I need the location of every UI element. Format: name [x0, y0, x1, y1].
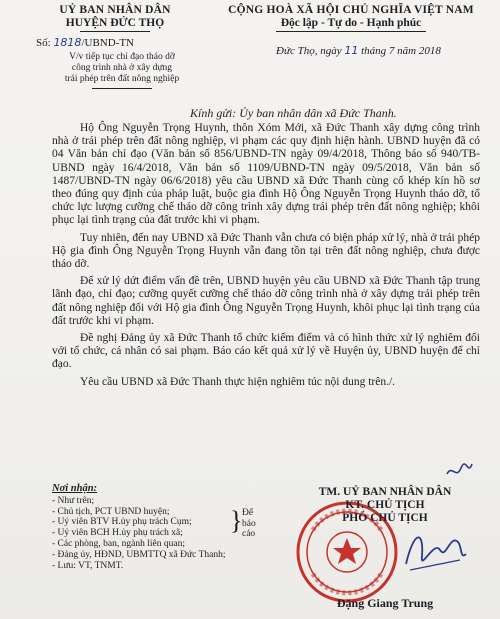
body-paragraph: Tuy nhiên, đến nay UBND xã Đức Thanh vẫn chưa có biện pháp xử lý, nhà ở trái phép Hộ gia đình Ông Nguyễn Trọng Huynh vẫn đang tồn tại trên đất nông nghiệp, chưa được tháo dỡ.	[52, 231, 480, 271]
issuing-agency-header	[20, 4, 210, 32]
handwritten-mark-icon	[444, 460, 474, 482]
date-suffix: tháng 7 năm 2018	[361, 45, 441, 57]
signer-name: Đặng Giang Trung	[336, 596, 434, 610]
sign-line-2: KT. CHỦ TỊCH	[345, 499, 425, 511]
body-paragraph: Để xử lý dứt điểm vấn đề trên, UBND huyện yêu cầu UBND xã Đức Thanh tập trung lãnh đạo, chỉ đạo; cưỡng quyết cưỡng chế tháo dỡ công trình nhà ở xây dựng trái phép trên đất nông nghiệp đối với Hộ gia đình Ông Nguyễn Trọng Huynh, khôi phục lại tình trạng của đất trước khi vi phạm.	[52, 275, 480, 327]
doc-number-value: 1818	[53, 36, 82, 49]
agency-line-1: UỶ BAN NHÂN DÂN	[59, 4, 171, 16]
subject-line: trái phép trên đất nông nghiệp	[64, 74, 180, 84]
recipient-item: - Uỷ viên BTV H.ủy phụ trách Cụm;	[52, 517, 192, 528]
doc-number-suffix: /UBND-TN	[81, 37, 134, 49]
recipient-item: - Các phòng, ban, ngành liên quan;	[52, 538, 185, 549]
agency-line-2: HUYỆN ĐỨC THỌ	[65, 17, 165, 29]
date-day: 11	[344, 44, 359, 57]
recipient-item: - Lưu: VT, TNMT.	[52, 560, 124, 571]
body-paragraph: Yêu cầu UBND xã Đức Thanh thực hiện nghiêm túc nội dung trên./.	[80, 375, 396, 388]
document-subject	[42, 52, 202, 89]
sign-line-1: TM. UỶ BAN NHÂN DÂN	[318, 486, 452, 498]
brace-note-word: báo	[242, 518, 256, 529]
document-body	[52, 122, 480, 393]
greeting-line: Kính gửi: Ủy ban nhân dân xã Đức Thanh.	[190, 106, 397, 120]
sign-line-3: PHÓ CHỦ TỊCH	[342, 512, 428, 524]
document-number	[36, 36, 134, 49]
handwritten-signature-icon	[400, 520, 470, 580]
motto-underline	[276, 31, 426, 32]
date-prefix: Đức Thọ, ngày	[276, 45, 342, 57]
motto-line: Độc lập - Tự do - Hạnh phúc	[280, 17, 422, 29]
agency-underline	[80, 31, 150, 32]
recipients-title: Nơi nhận:	[52, 483, 98, 494]
recipients-block	[52, 484, 272, 571]
date-line	[276, 44, 441, 57]
nation-line: CỘNG HOÀ XÃ HỘI CHỦ NGHĨA VIỆT NAM	[228, 4, 474, 16]
subject-line: công trình nhà ở xây dựng	[71, 63, 173, 73]
subject-underline	[92, 88, 152, 89]
brace-note-word: Để	[242, 508, 254, 518]
recipient-item: - Uỷ viên BCH H.ủy phụ trách xã;	[52, 528, 183, 539]
recipient-item: - Như trên;	[52, 495, 95, 506]
body-paragraph: Đề nghị Đảng ủy xã Đức Thanh tổ chức kiểm điểm và có hình thức xử lý nghiêm đối với tổ chức, cá nhân có sai phạm. Báo cáo kết quả xử lý về Huyện ủy, UBND huyện để chỉ đạo.	[52, 332, 480, 371]
subject-line: V/v tiếp tục chỉ đạo tháo dỡ	[69, 52, 175, 62]
recipient-item: - Đảng ủy, HĐND, UBMTTQ xã Đức Thanh;	[52, 549, 226, 560]
brace-icon: }	[230, 506, 243, 535]
body-paragraph: Hộ Ông Nguyễn Trọng Huynh, thôn Xóm Mới, xã Đức Thanh xây dựng công trình nhà ở trái phép trên đất nông nghiệp, vi phạm các quy định hiện hành. UBND huyện đã có 04 Văn bản chỉ đạo (Văn bản số 856/UBND-TN ngày 09/4/2018, Thông báo số 940/TB-UBND ngày 16/4/2018, Văn bản số 1109/UBND-TN ngày 09/5/2018, Văn bản số 1487/UBND-TN ngày 06/6/2018) yêu cầu UBND xã Đức Thanh cùng cố khép kín hồ sơ theo đúng quy định của pháp luật, buộc gia đình Hộ Ông Nguyễn Trọng Huynh tháo dỡ, tổ chức lực lượng cưỡng chế tháo dỡ công trình xây dựng trái phép trên đất nông nghiệp; khôi phục lại tình trạng của đất trước khi vi phạm.	[52, 122, 480, 227]
national-header	[216, 4, 486, 32]
recipient-item: - Chủ tịch, PCT UBND huyện;	[52, 506, 170, 517]
brace-note-word: cáo	[242, 529, 256, 539]
doc-number-label: Số:	[36, 37, 51, 49]
